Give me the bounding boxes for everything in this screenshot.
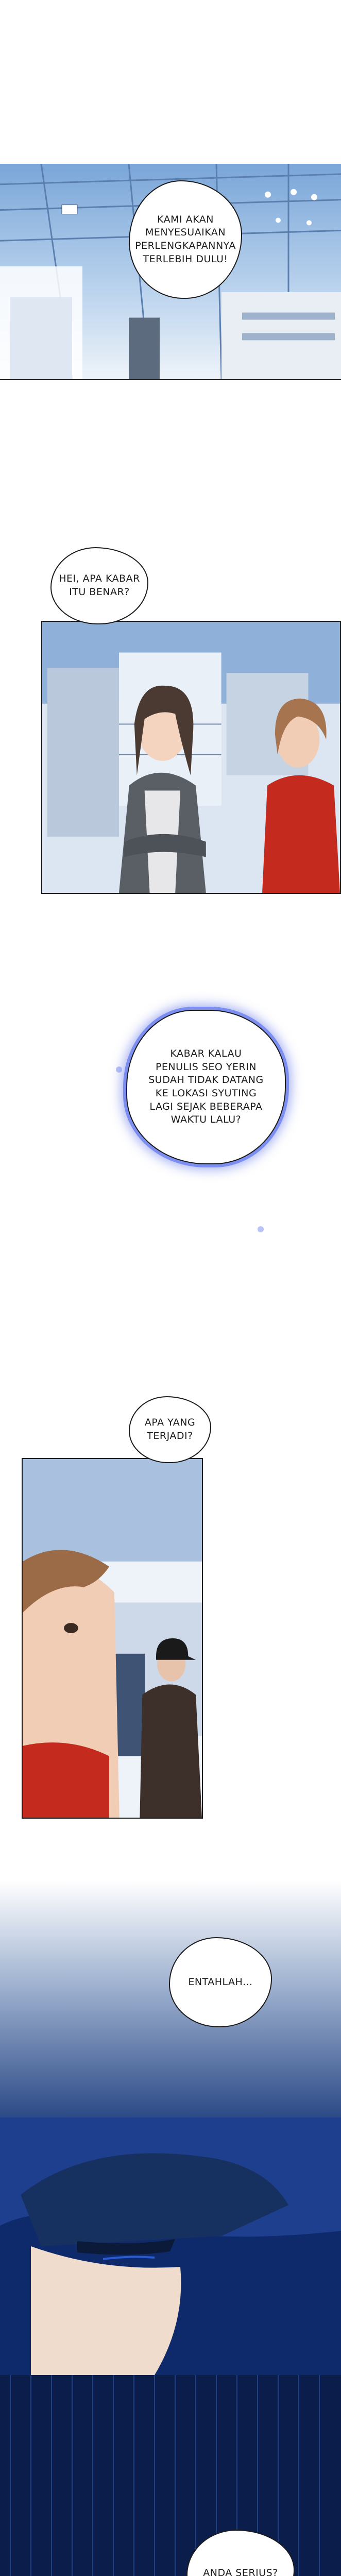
speech-line: KAMI AKAN [157, 213, 214, 225]
speech-bubble-4 [129, 1396, 211, 1463]
speech-bubble-2 [50, 547, 148, 624]
speech-text-3 [148, 1047, 263, 1127]
speech-text-4 [145, 1416, 195, 1443]
speech-line: TERLEBIH DULU! [143, 253, 228, 265]
speech-line: ANDA SERIUS? [203, 2567, 278, 2576]
panel-closeup [22, 1458, 203, 1819]
closeup-illustration [23, 1459, 202, 1818]
panel-dark-stripes [0, 2375, 341, 2576]
speech-text-2 [59, 572, 140, 599]
dark-stripes-illustration [0, 2375, 341, 2576]
sparkle-dot [116, 1066, 122, 1073]
speech-bubble-3 [126, 1010, 286, 1164]
speech-text-6 [203, 2567, 278, 2576]
speech-line: PERLENGKAPANNYA [135, 240, 236, 251]
speech-line: ENTAHLAH... [188, 1976, 253, 1988]
speech-line: SUDAH TIDAK DATANG [148, 1074, 264, 1086]
two-characters-illustration [42, 622, 340, 893]
speech-line: TERJADI? [147, 1430, 193, 1442]
panel-cap-man [0, 2117, 341, 2375]
speech-line: WAKTU LALU? [170, 1114, 242, 1126]
speech-line: MENYESUAIKAN [145, 227, 226, 239]
speech-line: KABAR KALAU [170, 1048, 242, 1060]
sparkle-dot [258, 1226, 264, 1232]
speech-line: HEI, APA KABAR [59, 573, 140, 585]
speech-text-5 [188, 1976, 252, 1989]
speech-line: LAGI SEJAK BEBERAPA [149, 1100, 263, 1112]
speech-line: ITU BENAR? [69, 586, 130, 598]
cap-man-illustration [0, 2117, 341, 2375]
speech-text-1 [135, 213, 236, 266]
dark-gradient-band [0, 1880, 341, 2117]
speech-line: PENULIS SEO YERIN [155, 1061, 257, 1073]
speech-line: KE LOKASI SYUTING [155, 1088, 257, 1099]
panel-two-characters [41, 621, 341, 894]
speech-line: APA YANG [144, 1417, 196, 1429]
